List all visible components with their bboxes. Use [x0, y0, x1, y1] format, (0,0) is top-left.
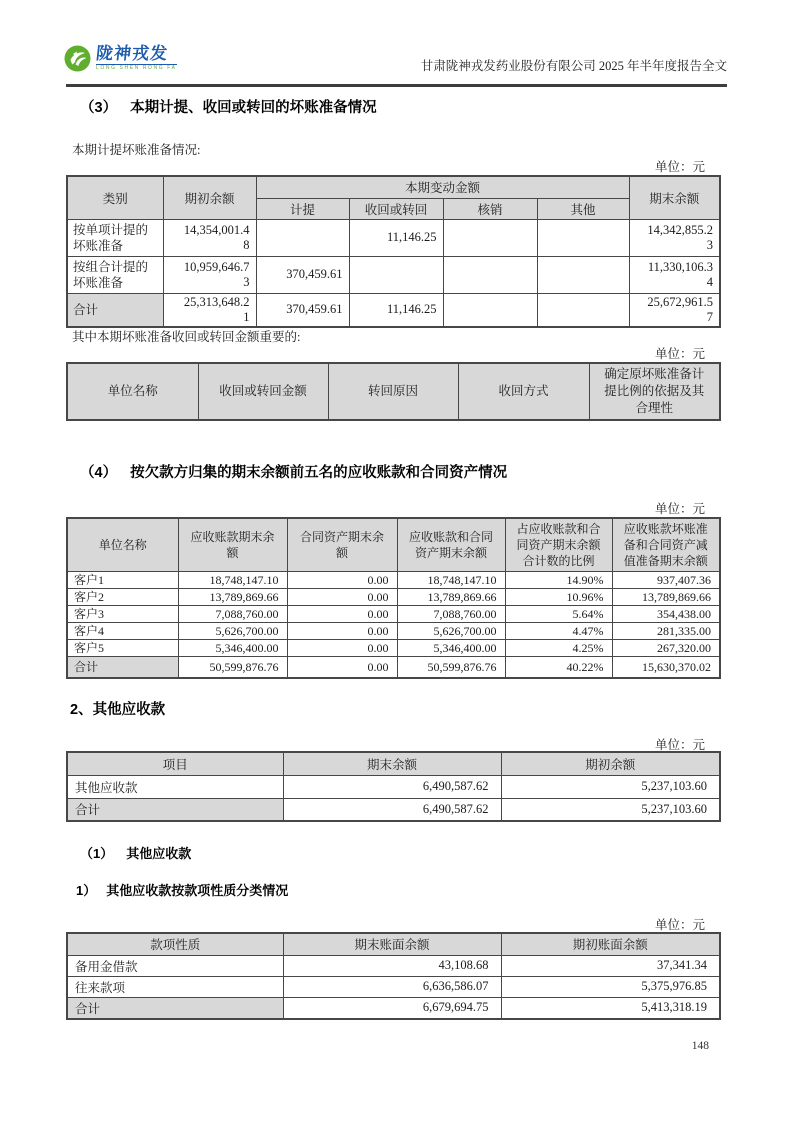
cell-other — [537, 219, 629, 256]
cell-sum: 5,346,400.00 — [397, 640, 505, 657]
section-heading-4 — [80, 461, 507, 482]
cell-closing: 6,679,694.75 — [283, 997, 501, 1019]
column-header-opening: 期初余额 — [163, 176, 256, 219]
column-header-other: 其他 — [537, 198, 629, 219]
table-row-total — [67, 798, 720, 821]
significant-recovery-table — [66, 362, 721, 421]
cell-ar: 18,748,147.10 — [178, 572, 287, 589]
column-header-amount: 收回或转回金额 — [198, 363, 328, 420]
cell-entity: 客户2 — [67, 589, 178, 606]
cell-opening: 10,959,646.73 — [163, 256, 256, 293]
table-row — [67, 775, 720, 798]
column-header-ar-contract-closing: 应收账款和合同资产期末余额 — [397, 518, 505, 572]
section-heading-other-receivables: 2、其他应收款 — [70, 702, 166, 718]
unit-label: 单位：元 — [654, 160, 705, 174]
cell-recover: 11,146.25 — [349, 219, 443, 256]
cell-provision: 267,320.00 — [612, 640, 720, 657]
column-header-provision-closing: 应收账款坏账准备和合同资产减值准备期末余额 — [612, 518, 720, 572]
cell-closing: 11,330,106.34 — [629, 256, 720, 293]
cell-item: 其他应收款 — [67, 775, 283, 798]
column-header-accrual: 计提 — [256, 198, 349, 219]
cell-ratio: 10.96% — [505, 589, 612, 606]
column-header-basis: 确定原坏账准备计提比例的依据及其合理性 — [589, 363, 720, 420]
column-header-writeoff: 核销 — [443, 198, 537, 219]
subsection-heading-1 — [80, 843, 191, 862]
table-row — [67, 640, 720, 657]
cell-entity: 客户1 — [67, 572, 178, 589]
table-row — [67, 219, 720, 256]
column-header-entity: 单位名称 — [67, 363, 198, 420]
column-header-ar-closing: 应收账款期末余额 — [178, 518, 287, 572]
cell-opening: 5,375,976.85 — [501, 976, 720, 997]
unit-label: 单位：元 — [654, 347, 705, 361]
unit-label: 单位：元 — [654, 918, 705, 932]
cell-category-total: 合计 — [67, 293, 163, 327]
column-header-category: 类别 — [67, 176, 163, 219]
column-header-recover: 收回或转回 — [349, 198, 443, 219]
column-header-closing: 期末余额 — [283, 752, 501, 775]
cell-category: 按组合计提的坏账准备 — [67, 256, 163, 293]
cell-ar: 5,626,700.00 — [178, 623, 287, 640]
cell-nature: 往来款项 — [67, 976, 283, 997]
cell-closing: 14,342,855.23 — [629, 219, 720, 256]
cell-ratio: 40.22% — [505, 657, 612, 678]
cell-closing: 43,108.68 — [283, 955, 501, 976]
cell-closing: 25,672,961.57 — [629, 293, 720, 327]
table-row — [67, 589, 720, 606]
cell-ratio: 14.90% — [505, 572, 612, 589]
cell-contract: 0.00 — [287, 657, 397, 678]
cell-opening: 5,237,103.60 — [501, 798, 720, 821]
cell-sum: 5,626,700.00 — [397, 623, 505, 640]
cell-ar: 13,789,869.66 — [178, 589, 287, 606]
cell-ar: 7,088,760.00 — [178, 606, 287, 623]
cell-opening: 14,354,001.48 — [163, 219, 256, 256]
cell-accrual — [256, 219, 349, 256]
column-header-ratio: 占应收账款和合同资产期末余额合计数的比例 — [505, 518, 612, 572]
cell-entity: 客户4 — [67, 623, 178, 640]
column-header-reason: 转回原因 — [328, 363, 458, 420]
cell-category: 按单项计提的坏账准备 — [67, 219, 163, 256]
subsection-heading-1-1 — [76, 880, 288, 899]
logo-text-en: LONG SHEN RONG FA — [96, 65, 177, 71]
cell-contract: 0.00 — [287, 606, 397, 623]
column-header-nature: 款项性质 — [67, 933, 283, 955]
subsection-number: （1） — [80, 846, 114, 861]
cell-writeoff — [443, 293, 537, 327]
unit-label: 单位：元 — [654, 502, 705, 516]
column-header-item: 项目 — [67, 752, 283, 775]
cell-ar: 50,599,876.76 — [178, 657, 287, 678]
provision-intro-text: 本期计提坏账准备情况: — [72, 143, 201, 157]
header-rule — [66, 84, 727, 87]
table-row — [67, 976, 720, 997]
top5-receivables-table — [66, 517, 721, 679]
cell-sum: 7,088,760.00 — [397, 606, 505, 623]
cell-accrual: 370,459.61 — [256, 256, 349, 293]
table-row — [67, 572, 720, 589]
cell-contract: 0.00 — [287, 623, 397, 640]
table-row — [67, 623, 720, 640]
subsection-title: 其他应收款 — [126, 846, 192, 861]
subsection-number: 1） — [76, 883, 97, 898]
page-number: 148 — [691, 1040, 709, 1052]
recovery-note-text: 其中本期坏账准备收回或转回金额重要的: — [72, 330, 301, 344]
other-receivables-summary-table — [66, 751, 721, 822]
cell-sum: 18,748,147.10 — [397, 572, 505, 589]
cell-recover: 11,146.25 — [349, 293, 443, 327]
cell-closing: 6,490,587.62 — [283, 798, 501, 821]
cell-opening: 37,341.34 — [501, 955, 720, 976]
table-row — [67, 606, 720, 623]
cell-writeoff — [443, 219, 537, 256]
subsection-title: 其他应收款按款项性质分类情况 — [106, 883, 289, 898]
column-header-change-group: 本期变动金额 — [256, 176, 629, 198]
column-header-entity: 单位名称 — [67, 518, 178, 572]
table-row — [67, 256, 720, 293]
section-number: （3） — [80, 100, 118, 116]
column-header-method: 收回方式 — [458, 363, 589, 420]
section-number: （4） — [80, 465, 118, 481]
cell-other — [537, 256, 629, 293]
cell-closing: 6,636,586.07 — [283, 976, 501, 997]
cell-entity: 客户5 — [67, 640, 178, 657]
cell-ratio: 4.25% — [505, 640, 612, 657]
cell-nature-total: 合计 — [67, 997, 283, 1019]
cell-contract: 0.00 — [287, 589, 397, 606]
section-title: 本期计提、收回或转回的坏账准备情况 — [130, 100, 377, 116]
cell-contract: 0.00 — [287, 572, 397, 589]
cell-provision: 13,789,869.66 — [612, 589, 720, 606]
report-title: 甘肃陇神戎发药业股份有限公司 2025 年半年度报告全文 — [420, 59, 727, 73]
cell-provision: 281,335.00 — [612, 623, 720, 640]
cell-provision: 15,630,370.02 — [612, 657, 720, 678]
cell-ratio: 4.47% — [505, 623, 612, 640]
cell-writeoff — [443, 256, 537, 293]
cell-ratio: 5.64% — [505, 606, 612, 623]
table-row-total — [67, 997, 720, 1019]
cell-accrual: 370,459.61 — [256, 293, 349, 327]
cell-provision: 937,407.36 — [612, 572, 720, 589]
unit-label: 单位：元 — [654, 738, 705, 752]
cell-opening: 25,313,648.21 — [163, 293, 256, 327]
cell-entity: 客户3 — [67, 606, 178, 623]
column-header-closing-book: 期末账面余额 — [283, 933, 501, 955]
column-header-contract-closing: 合同资产期末余额 — [287, 518, 397, 572]
section-title: 按欠款方归集的期末余额前五名的应收账款和合同资产情况 — [130, 465, 508, 481]
cell-closing: 6,490,587.62 — [283, 775, 501, 798]
cell-item-total: 合计 — [67, 798, 283, 821]
section-heading-3 — [80, 96, 377, 117]
other-receivables-nature-table — [66, 932, 721, 1020]
table-row-total — [67, 293, 720, 327]
bad-debt-provision-table — [66, 175, 721, 328]
cell-sum: 50,599,876.76 — [397, 657, 505, 678]
column-header-opening: 期初余额 — [501, 752, 720, 775]
cell-recover — [349, 256, 443, 293]
cell-provision: 354,438.00 — [612, 606, 720, 623]
table-row-total — [67, 657, 720, 678]
cell-sum: 13,789,869.66 — [397, 589, 505, 606]
column-header-opening-book: 期初账面余额 — [501, 933, 720, 955]
cell-opening: 5,237,103.60 — [501, 775, 720, 798]
column-header-closing: 期末余额 — [629, 176, 720, 219]
cell-nature: 备用金借款 — [67, 955, 283, 976]
cell-other — [537, 293, 629, 327]
cell-entity-total: 合计 — [67, 657, 178, 678]
cell-ar: 5,346,400.00 — [178, 640, 287, 657]
table-row — [67, 955, 720, 976]
cell-opening: 5,413,318.19 — [501, 997, 720, 1019]
logo-text-cn: 陇神戎发 — [95, 44, 170, 63]
cell-contract: 0.00 — [287, 640, 397, 657]
